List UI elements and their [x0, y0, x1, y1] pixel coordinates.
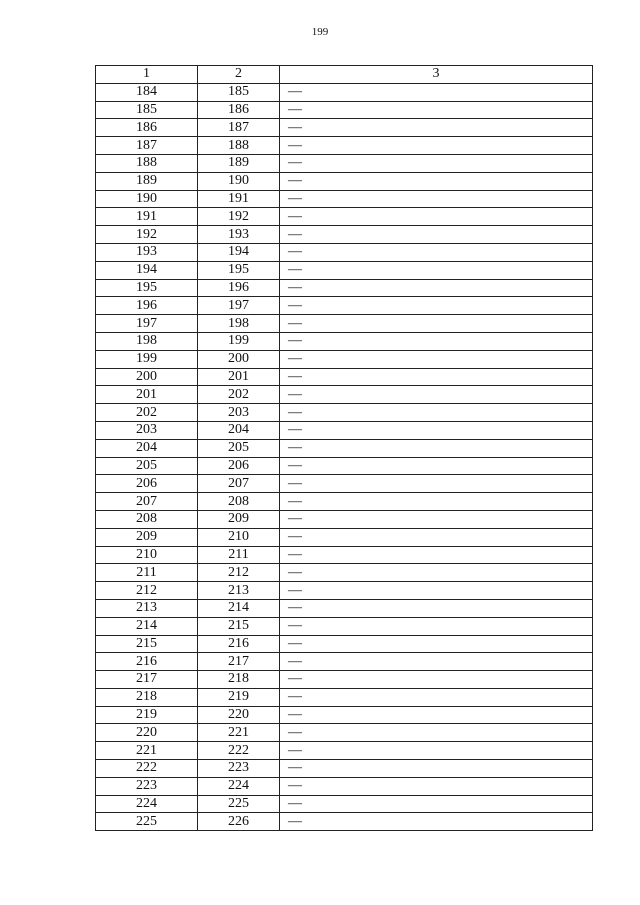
table-cell-col1: 216: [96, 653, 198, 671]
table-cell-col3: —: [280, 582, 593, 600]
table-cell-col2: 223: [198, 760, 280, 778]
table-cell-col2: 204: [198, 421, 280, 439]
table-cell-col3: —: [280, 688, 593, 706]
table-row: [96, 208, 593, 226]
table-cell-col3: —: [280, 795, 593, 813]
table-row: [96, 83, 593, 101]
table-cell-col3: —: [280, 190, 593, 208]
table-cell-col3: —: [280, 813, 593, 831]
table-cell-col3: —: [280, 350, 593, 368]
table-cell-col1: 218: [96, 688, 198, 706]
table-row: [96, 742, 593, 760]
table-row: [96, 475, 593, 493]
table-cell-col1: 205: [96, 457, 198, 475]
table-cell-col3: —: [280, 137, 593, 155]
table-cell-col1: 207: [96, 493, 198, 511]
table-cell-col2: 188: [198, 137, 280, 155]
table-row: [96, 653, 593, 671]
table-cell-col1: 192: [96, 226, 198, 244]
table-cell-col1: 210: [96, 546, 198, 564]
table-cell-col1: 188: [96, 154, 198, 172]
table-cell-col1: 198: [96, 332, 198, 350]
table-row: [96, 724, 593, 742]
table-cell-col3: —: [280, 706, 593, 724]
table-cell-col1: 190: [96, 190, 198, 208]
table-cell-col3: —: [280, 315, 593, 333]
table-cell-col1: 223: [96, 777, 198, 795]
table-cell-col3: —: [280, 386, 593, 404]
table-cell-col3: —: [280, 564, 593, 582]
table-cell-col1: 193: [96, 243, 198, 261]
table-row: [96, 350, 593, 368]
data-table: [95, 65, 593, 831]
table-cell-col2: 211: [198, 546, 280, 564]
table-cell-col1: 221: [96, 742, 198, 760]
table-cell-col1: 224: [96, 795, 198, 813]
table-cell-col2: 202: [198, 386, 280, 404]
table-cell-col1: 215: [96, 635, 198, 653]
table-cell-col3: —: [280, 546, 593, 564]
table-row: [96, 760, 593, 778]
table-cell-col2: 192: [198, 208, 280, 226]
table-cell-col2: 207: [198, 475, 280, 493]
table-cell-col1: 197: [96, 315, 198, 333]
table-row: [96, 279, 593, 297]
table-cell-col3: —: [280, 421, 593, 439]
table-row: [96, 332, 593, 350]
table-cell-col2: 194: [198, 243, 280, 261]
table-cell-col2: 189: [198, 154, 280, 172]
table-row: [96, 528, 593, 546]
table-cell-col2: 210: [198, 528, 280, 546]
table-row: [96, 421, 593, 439]
table-cell-col3: —: [280, 777, 593, 795]
table-cell-col1: 217: [96, 671, 198, 689]
table-cell-col3: —: [280, 119, 593, 137]
table-cell-col3: —: [280, 653, 593, 671]
table-row: [96, 190, 593, 208]
table-cell-col1: 208: [96, 510, 198, 528]
table-cell-col2: 200: [198, 350, 280, 368]
table-cell-col1: 196: [96, 297, 198, 315]
column-header-3: 3: [280, 66, 593, 84]
table-row: [96, 439, 593, 457]
table-cell-col3: —: [280, 457, 593, 475]
table-row: [96, 706, 593, 724]
table-cell-col1: 212: [96, 582, 198, 600]
table-cell-col2: 218: [198, 671, 280, 689]
table-cell-col2: 199: [198, 332, 280, 350]
table-cell-col3: —: [280, 297, 593, 315]
table-cell-col2: 186: [198, 101, 280, 119]
table-cell-col2: 193: [198, 226, 280, 244]
column-header-2: 2: [198, 66, 280, 84]
table-body: [96, 83, 593, 830]
table-cell-col1: 194: [96, 261, 198, 279]
table-cell-col2: 221: [198, 724, 280, 742]
table-cell-col1: 203: [96, 421, 198, 439]
table-row: [96, 137, 593, 155]
table-cell-col2: 209: [198, 510, 280, 528]
table-cell-col2: 195: [198, 261, 280, 279]
table-row: [96, 564, 593, 582]
table-cell-col2: 212: [198, 564, 280, 582]
table-row: [96, 243, 593, 261]
table-cell-col1: 186: [96, 119, 198, 137]
table-cell-col1: 206: [96, 475, 198, 493]
table-cell-col3: —: [280, 742, 593, 760]
table-cell-col1: 189: [96, 172, 198, 190]
table-row: [96, 261, 593, 279]
table-cell-col3: —: [280, 154, 593, 172]
table-cell-col3: —: [280, 671, 593, 689]
table-cell-col2: 213: [198, 582, 280, 600]
header-row: [96, 66, 593, 84]
table-cell-col3: —: [280, 439, 593, 457]
table-row: [96, 226, 593, 244]
page-number: 199: [311, 26, 329, 38]
table-cell-col2: 226: [198, 813, 280, 831]
table-cell-col1: 204: [96, 439, 198, 457]
table-row: [96, 404, 593, 422]
column-header-1: 1: [96, 66, 198, 84]
table-cell-col2: 214: [198, 599, 280, 617]
table-row: [96, 154, 593, 172]
table-cell-col2: 219: [198, 688, 280, 706]
table-cell-col1: 222: [96, 760, 198, 778]
table-cell-col2: 215: [198, 617, 280, 635]
table-row: [96, 119, 593, 137]
table-cell-col3: —: [280, 261, 593, 279]
table-cell-col2: 225: [198, 795, 280, 813]
table-cell-col1: 214: [96, 617, 198, 635]
table-cell-col1: 200: [96, 368, 198, 386]
table-cell-col3: —: [280, 724, 593, 742]
table-cell-col3: —: [280, 101, 593, 119]
table-cell-col1: 209: [96, 528, 198, 546]
table-cell-col3: —: [280, 493, 593, 511]
table-cell-col1: 199: [96, 350, 198, 368]
table-row: [96, 297, 593, 315]
table-cell-col2: 216: [198, 635, 280, 653]
table-cell-col3: —: [280, 368, 593, 386]
table-cell-col3: —: [280, 760, 593, 778]
table-cell-col3: —: [280, 528, 593, 546]
table-row: [96, 510, 593, 528]
table-cell-col2: 220: [198, 706, 280, 724]
table-cell-col3: —: [280, 599, 593, 617]
table-cell-col3: —: [280, 510, 593, 528]
table-cell-col2: 224: [198, 777, 280, 795]
table-cell-col3: —: [280, 279, 593, 297]
table-cell-col2: 190: [198, 172, 280, 190]
table-cell-col2: 198: [198, 315, 280, 333]
table-row: [96, 172, 593, 190]
table-cell-col1: 202: [96, 404, 198, 422]
table-row: [96, 795, 593, 813]
table-cell-col3: —: [280, 243, 593, 261]
table-cell-col2: 203: [198, 404, 280, 422]
table-row: [96, 617, 593, 635]
table-cell-col2: 205: [198, 439, 280, 457]
table-row: [96, 688, 593, 706]
table-cell-col2: 191: [198, 190, 280, 208]
table-row: [96, 813, 593, 831]
table-row: [96, 635, 593, 653]
table-cell-col3: —: [280, 404, 593, 422]
table-cell-col1: 191: [96, 208, 198, 226]
table-cell-col3: —: [280, 83, 593, 101]
table-cell-col2: 222: [198, 742, 280, 760]
table-cell-col1: 187: [96, 137, 198, 155]
table-cell-col3: —: [280, 226, 593, 244]
table-cell-col2: 187: [198, 119, 280, 137]
table-cell-col2: 197: [198, 297, 280, 315]
table-cell-col3: —: [280, 635, 593, 653]
table-cell-col1: 213: [96, 599, 198, 617]
table-cell-col3: —: [280, 332, 593, 350]
table-cell-col1: 201: [96, 386, 198, 404]
table-row: [96, 582, 593, 600]
table-cell-col2: 185: [198, 83, 280, 101]
table-row: [96, 777, 593, 795]
table-cell-col2: 208: [198, 493, 280, 511]
table-row: [96, 493, 593, 511]
table-cell-col3: —: [280, 208, 593, 226]
table-cell-col3: —: [280, 172, 593, 190]
table-cell-col2: 196: [198, 279, 280, 297]
table-row: [96, 386, 593, 404]
table-cell-col1: 219: [96, 706, 198, 724]
table-cell-col2: 201: [198, 368, 280, 386]
table-row: [96, 368, 593, 386]
table-cell-col2: 217: [198, 653, 280, 671]
table-cell-col1: 211: [96, 564, 198, 582]
table-row: [96, 315, 593, 333]
table-cell-col3: —: [280, 617, 593, 635]
table-cell-col3: —: [280, 475, 593, 493]
table-header: [96, 66, 593, 84]
table-cell-col2: 206: [198, 457, 280, 475]
table-cell-col1: 184: [96, 83, 198, 101]
table-row: [96, 599, 593, 617]
table-row: [96, 671, 593, 689]
table-cell-col1: 185: [96, 101, 198, 119]
table-row: [96, 101, 593, 119]
table-cell-col1: 220: [96, 724, 198, 742]
table-cell-col1: 195: [96, 279, 198, 297]
table-cell-col1: 225: [96, 813, 198, 831]
table-row: [96, 546, 593, 564]
table-row: [96, 457, 593, 475]
